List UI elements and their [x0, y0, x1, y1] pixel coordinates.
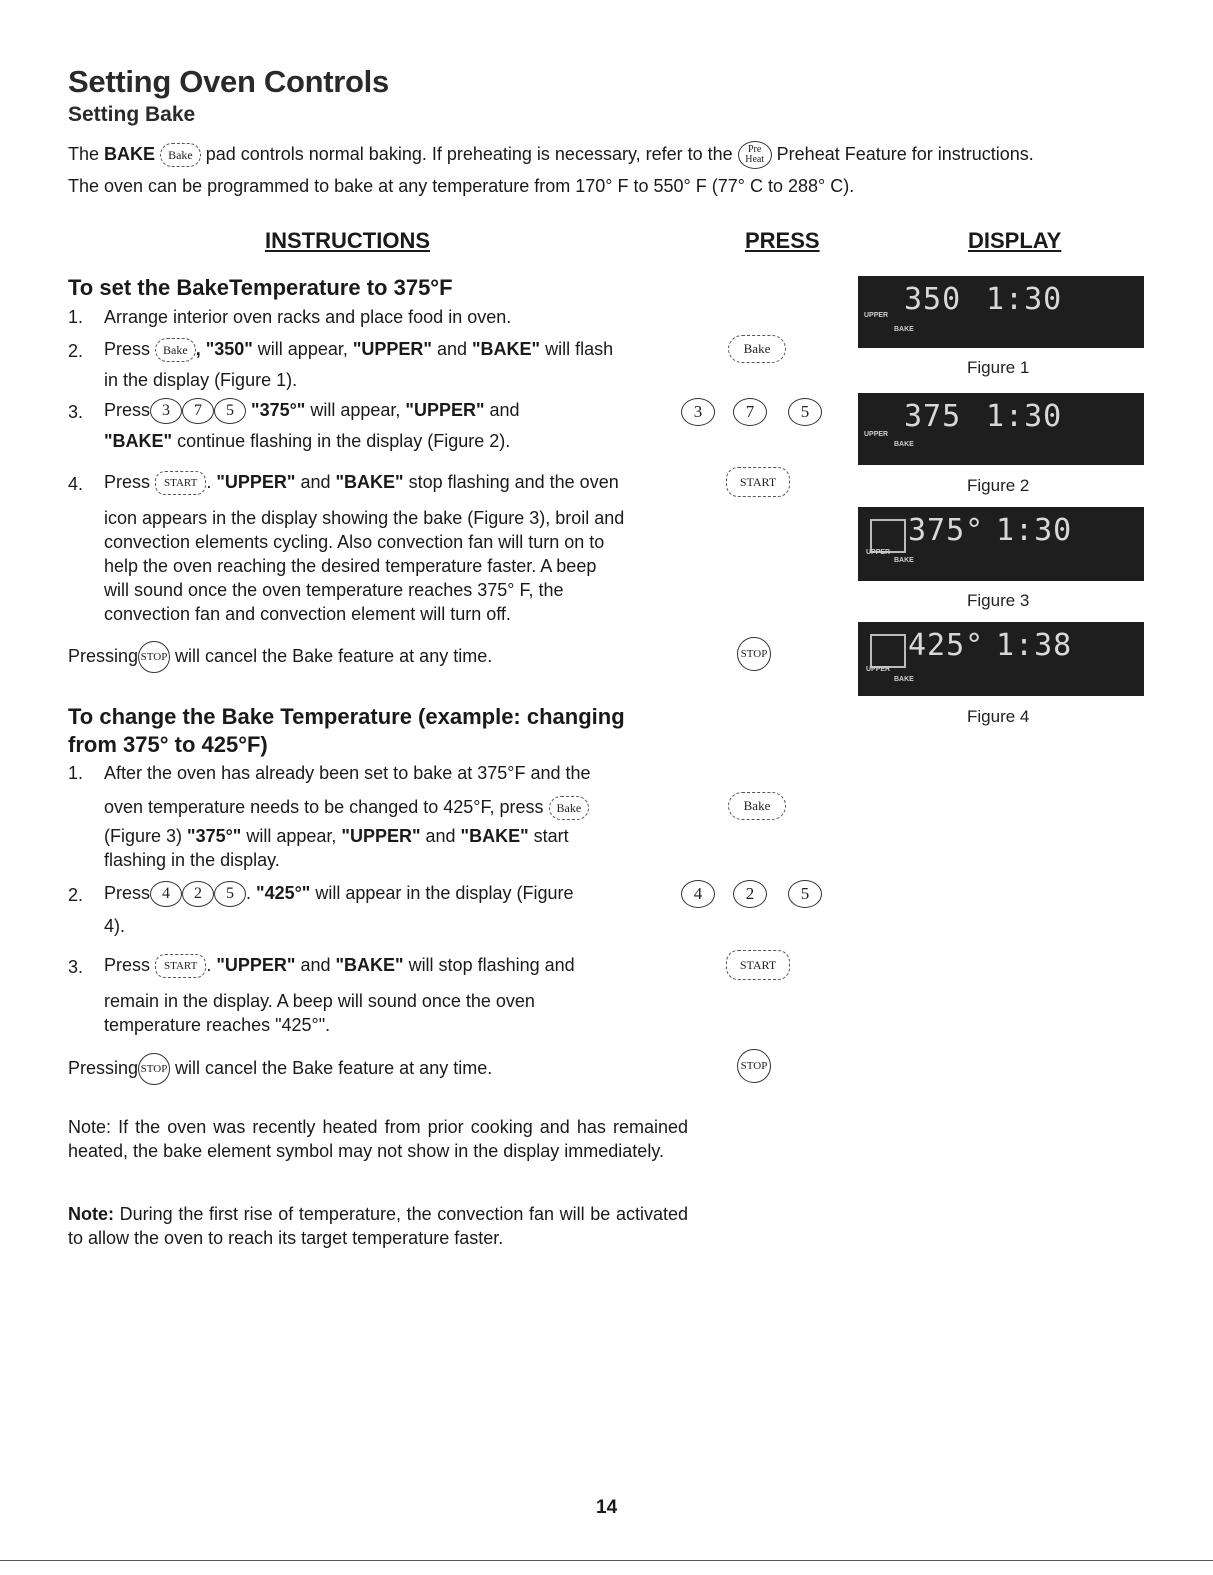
page-number: 14 [596, 1497, 618, 1518]
step-number: 3. [68, 402, 84, 422]
step-text: Press START . "UPPER" and "BAKE" stop flashing and the oven [104, 470, 619, 495]
stop-pad-icon: STOP [138, 1053, 170, 1085]
press-start-icon: START [726, 950, 790, 980]
cancel-note: Pressing STOP will cancel the Bake feature at any time. [68, 1053, 492, 1085]
press-digit-2-icon: 2 [733, 880, 767, 908]
digit-3-pad-icon: 3 [150, 398, 182, 424]
bake-pad-icon: Bake [160, 143, 201, 167]
column-header-press: PRESS [745, 228, 820, 253]
press-stop-icon: STOP [737, 1049, 771, 1083]
figure-caption: Figure 2 [967, 476, 1030, 495]
start-pad-icon: START [155, 471, 206, 495]
figure-caption: Figure 3 [967, 591, 1030, 610]
figure-caption: Figure 1 [967, 358, 1030, 377]
figure-caption: Figure 4 [967, 707, 1030, 726]
step-text: (Figure 3) "375°" will appear, "UPPER" and "BAKE" start [104, 826, 569, 846]
step-text: 4). [104, 916, 126, 936]
step-text: Press 3 7 5 "375°" will appear, "UPPER" and [104, 398, 520, 424]
digit-4-pad-icon: 4 [150, 881, 182, 907]
cancel-note: Pressing STOP will cancel the Bake feature at any time. [68, 641, 492, 673]
oven-bake-icon [870, 519, 906, 553]
preheat-pad-icon: Pre Heat [738, 141, 772, 169]
press-digit-5-icon: 5 [788, 880, 822, 908]
oven-display-figure-3: 375° 1:30 UPPER BAKE [858, 507, 1144, 581]
press-stop-icon: STOP [737, 637, 771, 671]
digit-5-pad-icon: 5 [214, 881, 246, 907]
oven-display-figure-2: 375 1:30 UPPER BAKE [858, 393, 1144, 465]
intro-line-2: The oven can be programmed to bake at any temperature from 170° F to 550° F (77° C to 288° C). [68, 176, 855, 196]
step-number: 2. [68, 341, 84, 361]
note-recently-heated: Note: If the oven was recently heated from prior cooking and has remained heated, the bake element symbol may not show in the display immediately. [68, 1117, 688, 1161]
page-subtitle: Setting Bake [68, 103, 196, 126]
digit-2-pad-icon: 2 [182, 881, 214, 907]
press-digit-3-icon: 3 [681, 398, 715, 426]
step-text: Press 4 2 5 . "425°" will appear in the display (Figure [104, 881, 573, 907]
bake-pad-icon: Bake [549, 796, 590, 820]
step-text: help the oven reaching the desired temperature faster. A beep [104, 556, 597, 576]
step-text: convection fan and convection element will turn off. [104, 604, 511, 624]
bake-pad-icon: Bake [155, 338, 196, 362]
step-text: Press START . "UPPER" and "BAKE" will stop flashing and [104, 953, 575, 978]
press-start-icon: START [726, 467, 790, 497]
intro-line-1: The BAKE Bake pad controls normal baking. If preheating is necessary, refer to the Pre Heat Preheat Feature for instructions. [68, 141, 1034, 169]
oven-display-figure-1: 350 1:30 UPPER BAKE [858, 276, 1144, 348]
step-text: oven temperature needs to be changed to 425°F, press Bake [104, 795, 589, 820]
press-bake-icon: Bake [728, 335, 786, 363]
column-header-instructions: INSTRUCTIONS [265, 228, 430, 253]
stop-pad-icon: STOP [138, 641, 170, 673]
press-digit-4-icon: 4 [681, 880, 715, 908]
step-text: remain in the display. A beep will sound once the oven [104, 991, 535, 1011]
step-text: icon appears in the display showing the bake (Figure 3), broil and [104, 508, 625, 528]
step-text: Arrange interior oven racks and place food in oven. [104, 307, 512, 327]
page-title: Setting Oven Controls [68, 64, 389, 99]
press-bake-icon: Bake [728, 792, 786, 820]
step-text: Press Bake , "350" will appear, "UPPER" and "BAKE" will flash [104, 337, 613, 362]
step-text: in the display (Figure 1). [104, 370, 298, 390]
step-text: After the oven has already been set to bake at 375°F and the [104, 763, 591, 783]
press-digit-7-icon: 7 [733, 398, 767, 426]
step-text: flashing in the display. [104, 850, 280, 870]
oven-bake-icon [870, 634, 906, 668]
digit-7-pad-icon: 7 [182, 398, 214, 424]
note-convection-fan: Note: During the first rise of temperature, the convection fan will be activated to allow the oven to reach its target temperature faster. [68, 1204, 688, 1248]
column-header-display: DISPLAY [968, 228, 1062, 253]
step-number: 3. [68, 957, 84, 977]
step-text: will sound once the oven temperature reaches 375° F, the [104, 580, 564, 600]
step-text: "BAKE" continue flashing in the display (Figure 2). [104, 431, 511, 451]
section-heading-change-temp: To change the Bake Temperature (example: changing from 375° to 425°F) [68, 704, 625, 757]
bottom-rule [0, 1560, 1213, 1561]
step-number: 1. [68, 307, 84, 327]
press-digit-5-icon: 5 [788, 398, 822, 426]
step-text: convection elements cycling. Also convection fan will turn on to [104, 532, 605, 552]
step-number: 1. [68, 763, 84, 783]
step-text: temperature reaches "425°". [104, 1015, 331, 1035]
start-pad-icon: START [155, 954, 206, 978]
section-heading-set-temp: To set the BakeTemperature to 375°F [68, 275, 453, 300]
step-number: 2. [68, 885, 84, 905]
oven-display-figure-4: 425° 1:38 UPPER BAKE [858, 622, 1144, 696]
digit-5-pad-icon: 5 [214, 398, 246, 424]
step-number: 4. [68, 474, 84, 494]
